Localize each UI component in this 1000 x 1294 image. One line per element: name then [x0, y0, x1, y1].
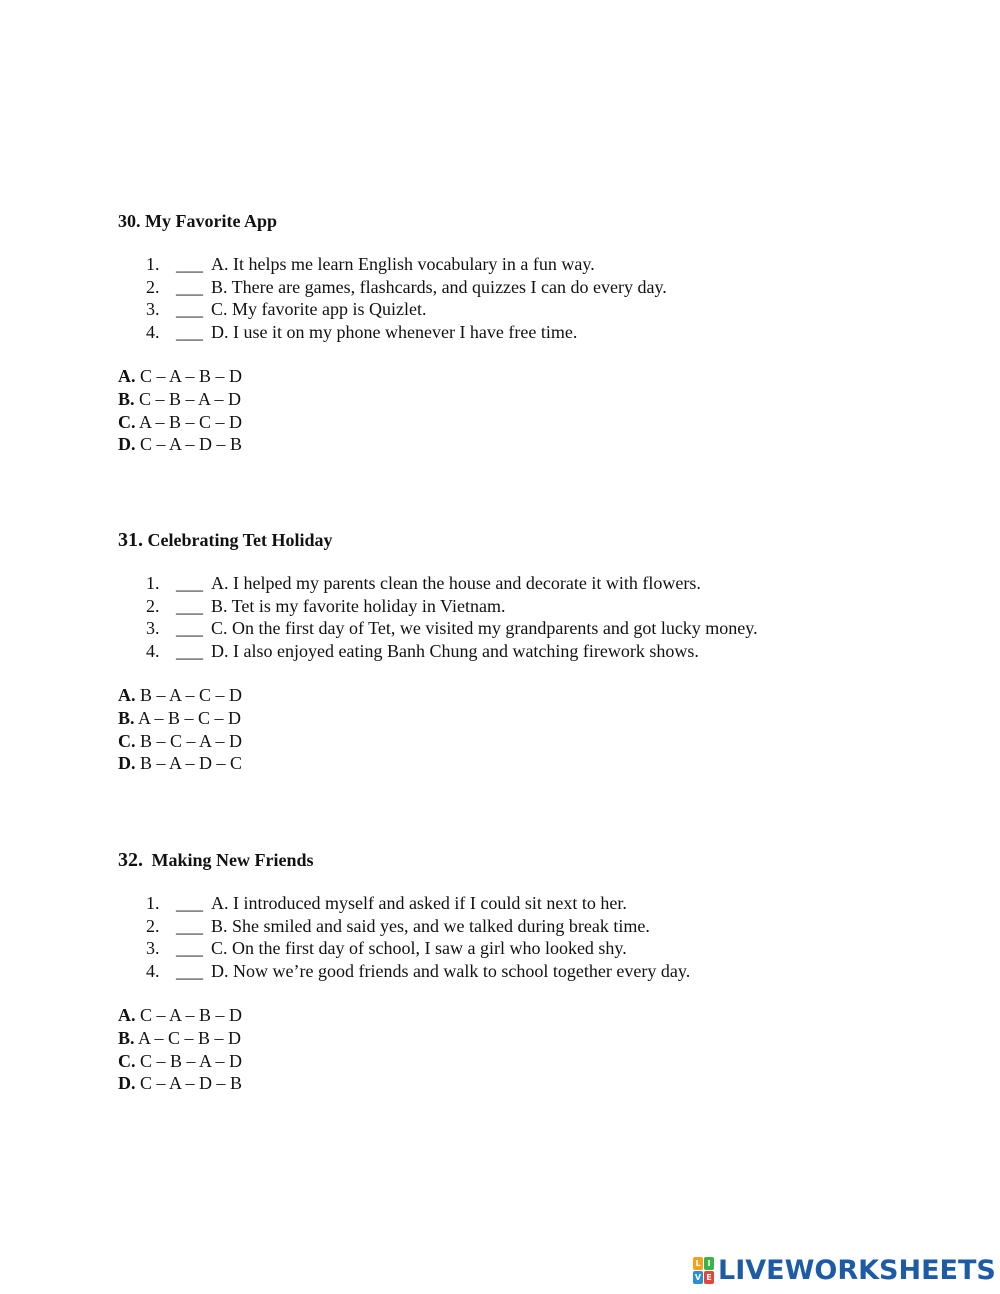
- option-letter: C.: [118, 411, 136, 432]
- item-number: 1.: [146, 893, 160, 913]
- option-text: A – C – B – D: [138, 1027, 242, 1048]
- logo-text: LIVEWORKSHEETS: [718, 1254, 996, 1286]
- item-text: A. I helped my parents clean the house and decorate it with flowers.: [211, 573, 701, 593]
- list-item: [118, 960, 938, 983]
- item-number: 3.: [146, 938, 160, 959]
- answer-blank[interactable]: ___: [176, 915, 203, 936]
- question-title: [118, 846, 938, 874]
- question-32: [118, 846, 938, 1095]
- item-text: A. It helps me learn English vocabulary in a fun way.: [211, 254, 595, 274]
- question-title: [118, 207, 938, 235]
- list-item: [118, 276, 938, 299]
- item-number: 2.: [146, 595, 160, 616]
- answer-blank[interactable]: ___: [176, 276, 203, 297]
- question-heading: Making New Friends: [151, 850, 314, 870]
- list-item: [118, 572, 938, 595]
- option-text: B – A – C – D: [140, 685, 243, 706]
- item-text: D. Now we’re good friends and walk to school together every day.: [211, 960, 691, 981]
- answer-option[interactable]: [118, 1050, 938, 1073]
- list-item: [118, 937, 938, 960]
- answer-option[interactable]: [118, 388, 938, 411]
- answer-option[interactable]: [118, 730, 938, 753]
- answer-option[interactable]: [118, 684, 938, 707]
- answer-option[interactable]: [118, 411, 938, 434]
- answer-blank[interactable]: ___: [176, 299, 203, 320]
- answer-option[interactable]: [118, 1004, 938, 1027]
- option-text: A – B – C – D: [139, 411, 243, 432]
- answer-blank[interactable]: ___: [176, 573, 203, 593]
- option-letter: C.: [118, 730, 136, 751]
- item-text: B. She smiled and said yes, and we talked during break time.: [211, 915, 650, 936]
- option-text: C – A – B – D: [140, 366, 243, 387]
- list-item: [118, 617, 938, 640]
- logo-badge-tile: L: [693, 1257, 703, 1270]
- logo-badge-icon: [693, 1257, 714, 1284]
- answer-options: [118, 365, 938, 455]
- answer-blank[interactable]: ___: [176, 960, 203, 981]
- question-heading: Celebrating Tet Holiday: [147, 530, 333, 550]
- answer-option[interactable]: [118, 752, 938, 775]
- answer-option[interactable]: [118, 1072, 938, 1095]
- logo-badge-tile: V: [694, 1272, 702, 1282]
- item-text: C. On the first day of Tet, we visited my grandparents and got lucky money.: [211, 618, 758, 639]
- item-text: D. I use it on my phone whenever I have free time.: [211, 321, 578, 342]
- logo-badge-tile: I: [704, 1257, 714, 1270]
- option-text: A – B – C – D: [138, 707, 242, 728]
- question-31: [118, 526, 938, 775]
- item-number: 4.: [146, 640, 160, 661]
- option-letter: A.: [118, 1005, 136, 1026]
- question-number: 32.: [118, 849, 143, 871]
- list-item: [118, 321, 938, 344]
- item-number: 2.: [146, 915, 160, 936]
- item-number: 1.: [146, 573, 160, 593]
- answer-blank[interactable]: ___: [176, 938, 203, 959]
- question-number: 30.: [118, 211, 141, 231]
- option-letter: C.: [118, 1050, 136, 1071]
- answer-blank[interactable]: ___: [176, 640, 203, 661]
- question-30: [118, 207, 938, 456]
- item-text: B. Tet is my favorite holiday in Vietnam.: [211, 595, 506, 616]
- item-text: C. My favorite app is Quizlet.: [211, 299, 427, 320]
- answer-option[interactable]: [118, 707, 938, 730]
- liveworksheets-logo: [693, 1255, 996, 1285]
- item-number: 4.: [146, 960, 160, 981]
- answer-blank[interactable]: ___: [176, 893, 203, 913]
- option-letter: A.: [118, 685, 136, 706]
- answer-blank[interactable]: ___: [176, 254, 203, 274]
- item-number: 3.: [146, 618, 160, 639]
- option-text: B – C – A – D: [140, 730, 243, 751]
- list-item: [118, 640, 938, 663]
- list-item: [118, 892, 938, 915]
- question-number: 31.: [118, 529, 143, 551]
- answer-blank[interactable]: ___: [176, 321, 203, 342]
- answer-options: [118, 684, 938, 774]
- option-text: C – B – A – D: [140, 1050, 243, 1071]
- answer-blank[interactable]: ___: [176, 595, 203, 616]
- option-letter: D.: [118, 753, 136, 774]
- item-number: 2.: [146, 276, 160, 297]
- question-heading: My Favorite App: [145, 211, 277, 231]
- logo-badge-tile: E: [704, 1271, 714, 1284]
- option-text: C – A – B – D: [140, 1005, 243, 1026]
- list-item: [118, 595, 938, 618]
- item-number: 4.: [146, 321, 160, 342]
- item-text: B. There are games, flashcards, and quizzes I can do every day.: [211, 276, 667, 297]
- answer-option[interactable]: [118, 1027, 938, 1050]
- option-letter: D.: [118, 1073, 136, 1094]
- option-text: C – A – D – B: [140, 1073, 243, 1094]
- list-item: [118, 915, 938, 938]
- list-item: [118, 298, 938, 321]
- list-item: [118, 253, 938, 276]
- item-text: C. On the first day of school, I saw a girl who looked shy.: [211, 938, 627, 959]
- item-number: 3.: [146, 299, 160, 320]
- option-text: C – B – A – D: [139, 388, 242, 409]
- sentence-list: [118, 253, 938, 343]
- option-text: C – A – D – B: [140, 434, 243, 455]
- option-text: B – A – D – C: [140, 753, 243, 774]
- item-number: 1.: [146, 254, 160, 274]
- item-text: A. I introduced myself and asked if I could sit next to her.: [211, 893, 627, 913]
- sentence-list: [118, 572, 938, 662]
- answer-option[interactable]: [118, 433, 938, 456]
- question-title: [118, 526, 938, 554]
- item-text: D. I also enjoyed eating Banh Chung and watching firework shows.: [211, 640, 699, 661]
- option-letter: B.: [118, 707, 135, 728]
- answer-options: [118, 1004, 938, 1094]
- option-letter: B.: [118, 1027, 135, 1048]
- option-letter: A.: [118, 366, 136, 387]
- sentence-list: [118, 892, 938, 982]
- answer-blank[interactable]: ___: [176, 618, 203, 639]
- answer-option[interactable]: [118, 365, 938, 388]
- option-letter: B.: [118, 388, 135, 409]
- option-letter: D.: [118, 434, 136, 455]
